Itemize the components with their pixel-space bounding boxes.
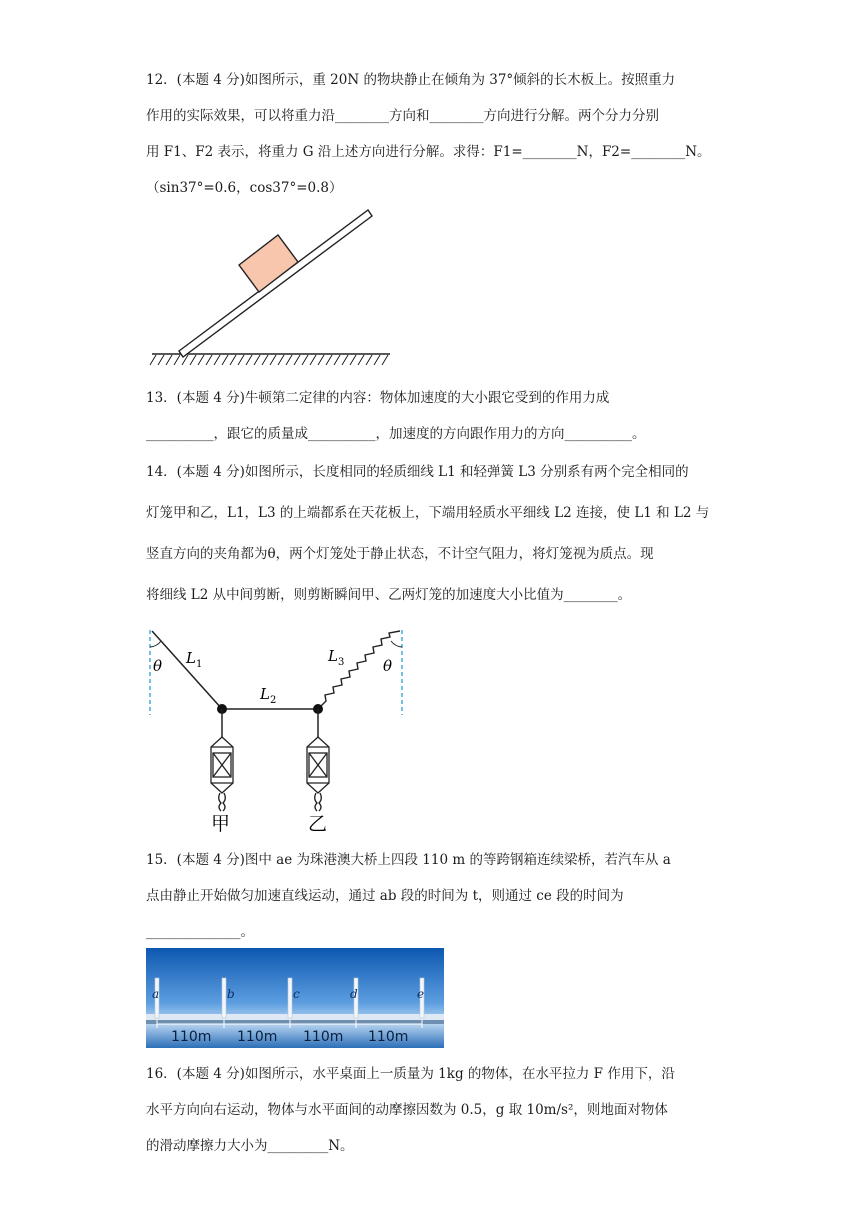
q15-line-2: 点由静止开始做匀加速直线运动，通过 ab 段的时间为 t，则通过 ce 段的时间为 xyxy=(146,888,624,904)
q16-line-1: 16．(本题 4 分)如图所示，水平桌面上一质量为 1kg 的物体，在水平拉力 F 作用下，沿 xyxy=(146,1066,675,1082)
q13-line-1: 13．(本题 4 分)牛顿第二定律的内容：物体加速度的大小跟它受到的作用力成 xyxy=(146,390,610,406)
q14-line-2: 灯笼甲和乙，L1，L3 的上端都系在天花板上，下端用轻质水平细线 L2 连接，使 L1 和 L2 与 xyxy=(146,505,710,521)
question-13 xyxy=(146,380,716,452)
q15-line-3: ______________。 xyxy=(146,924,254,940)
point-d: d xyxy=(350,987,358,1001)
span-de: 110m xyxy=(368,1029,409,1045)
span-ab: 110m xyxy=(171,1029,212,1045)
point-b: b xyxy=(227,987,235,1001)
q14-line-4: 将细线 L2 从中间剪断，则剪断瞬间甲、乙两灯笼的加速度大小比值为________。 xyxy=(146,587,632,603)
inclined-board xyxy=(179,210,372,357)
right-theta-label: θ xyxy=(383,657,393,675)
right-angle-arc xyxy=(391,641,402,647)
thread-L1 xyxy=(152,631,222,709)
q12-line-4: （sin37°=0.6，cos37°=0.8） xyxy=(146,180,343,196)
lantern-figure xyxy=(140,625,415,835)
q16-line-3: 的滑动摩擦力大小为_________N。 xyxy=(146,1138,354,1154)
ground-hatch xyxy=(150,355,388,365)
lantern-jia xyxy=(211,737,233,811)
span-bc: 110m xyxy=(237,1029,278,1045)
q14-line-1: 14．(本题 4 分)如图所示，长度相同的轻质细线 L1 和轻弹簧 L3 分别系有两个完全相同的 xyxy=(146,464,689,480)
lantern-yi-label: 乙 xyxy=(308,813,328,835)
span-cd: 110m xyxy=(303,1029,344,1045)
left-theta-label: θ xyxy=(153,657,163,675)
block xyxy=(239,235,298,292)
L3-label: $L_3$ xyxy=(328,647,345,668)
question-16 xyxy=(146,1056,716,1164)
q15-line-1: 15．(本题 4 分)图中 ae 为珠港澳大桥上四段 110 m 的等跨钢箱连续梁桥，若汽车从 a xyxy=(146,852,671,868)
q16-line-2: 水平方向向右运动，物体与水平面间的动摩擦因数为 0.5，g 取 10m/s²，则地面对物体 xyxy=(146,1102,668,1118)
point-c: c xyxy=(293,987,300,1001)
L2-label: $L_2$ xyxy=(260,685,277,706)
point-e: e xyxy=(417,987,425,1001)
q14-line-3: 竖直方向的夹角都为θ，两个灯笼处于静止状态，不计空气阻力，将灯笼视为质点。现 xyxy=(146,546,654,562)
incline-figure xyxy=(146,205,396,370)
point-a: a xyxy=(152,987,160,1001)
q12-line-1: 12．(本题 4 分)如图所示，重 20N 的物块静止在倾角为 37°倾斜的长木板上。按照重力 xyxy=(146,72,676,88)
q12-line-3: 用 F1、F2 表示，将重力 G 沿上述方向进行分解。求得：F1=________N，F2=________N。 xyxy=(146,144,711,160)
L1-label: $L_1$ xyxy=(186,649,203,670)
question-12 xyxy=(146,62,716,206)
q13-line-2: __________，跟它的质量成__________，加速度的方向跟作用力的方向__________。 xyxy=(146,426,646,442)
bridge-photo xyxy=(146,948,444,1048)
q12-line-2: 作用的实际效果，可以将重力沿________方向和________方向进行分解。两个分力分别 xyxy=(146,108,659,124)
question-14 xyxy=(146,452,716,616)
bridge-deck xyxy=(146,1014,444,1020)
lantern-jia-label: 甲 xyxy=(211,813,231,835)
lantern-yi xyxy=(307,737,329,811)
question-15 xyxy=(146,842,716,950)
left-angle-arc xyxy=(150,641,161,647)
